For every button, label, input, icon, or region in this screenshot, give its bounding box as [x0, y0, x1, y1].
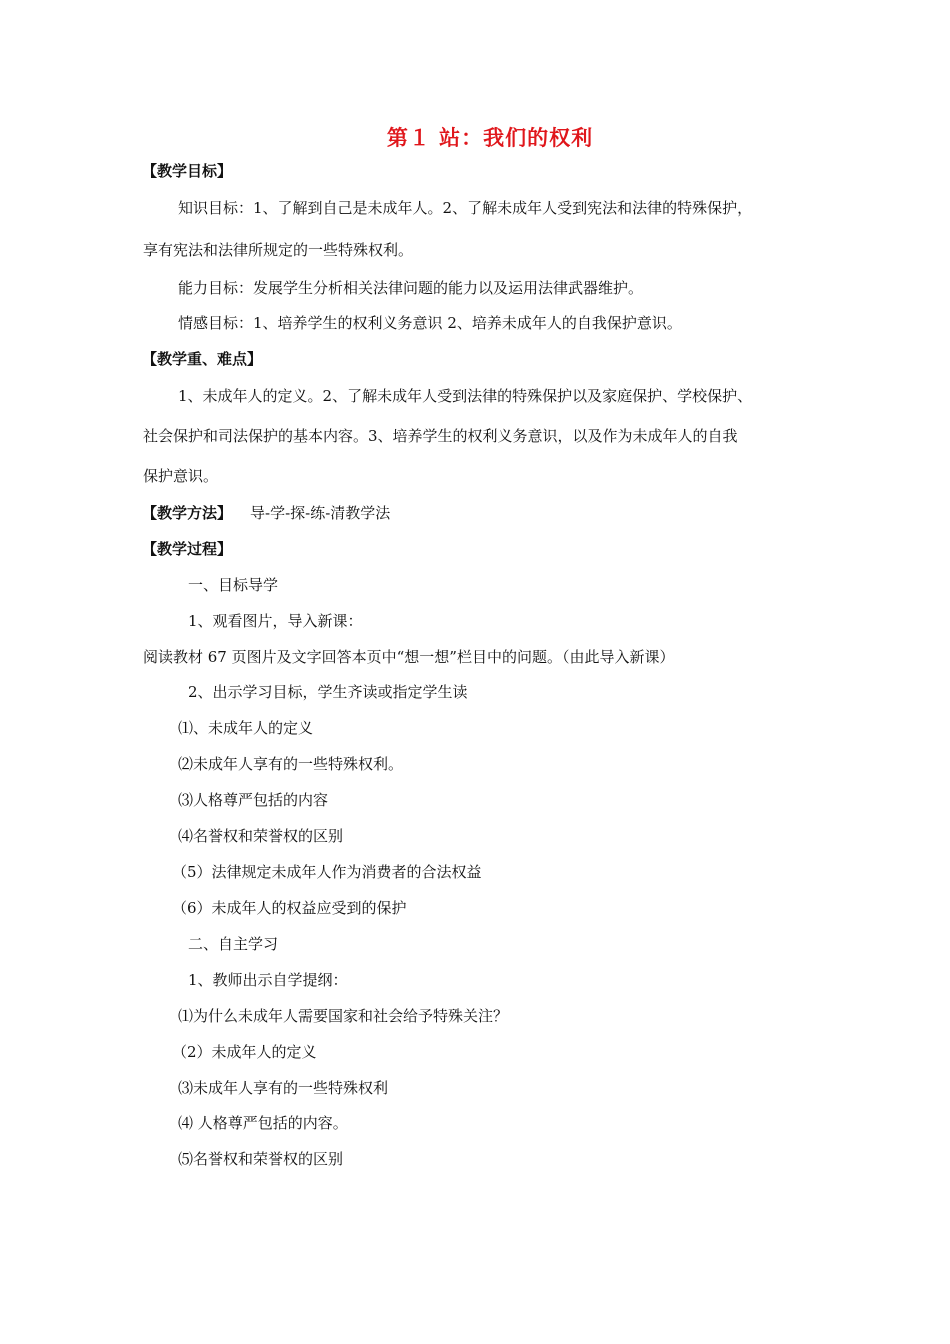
objectives-line: 知识目标：1、了解到自己是未成年人。2、了解未成年人受到宪法和法律的特殊保护，: [178, 199, 753, 217]
objectives-heading: 【教学目标】: [142, 162, 233, 180]
process-line: 2、出示学习目标，学生齐读或指定学生读: [188, 683, 468, 701]
process-line: （6）未成年人的权益应受到的保护: [172, 899, 407, 917]
objectives-line: 能力目标：发展学生分析相关法律问题的能力以及运用法律武器维护。: [178, 279, 644, 297]
process-line: 1、教师出示自学提纲：: [188, 971, 348, 989]
process-line: ⑷名誉权和荣誉权的区别: [178, 827, 344, 845]
process-line: ⑴为什么未成年人需要国家和社会给予特殊关注？: [178, 1007, 509, 1025]
process-line: ⑵未成年人享有的一些特殊权利。: [178, 755, 404, 773]
method-heading: 【教学方法】: [142, 504, 233, 522]
method-row: [142, 503, 390, 523]
process-line: 一、目标导学: [188, 576, 279, 594]
process-line: ⑶人格尊严包括的内容: [178, 791, 329, 809]
page-title: 第１ 站：我们的权利: [386, 126, 594, 150]
objectives-line: 享有宪法和法律所规定的一些特殊权利。: [143, 241, 414, 259]
process-line: （5）法律规定未成年人作为消费者的合法权益: [172, 863, 482, 881]
process-line: ⑴、未成年人的定义: [178, 719, 314, 737]
process-heading: 【教学过程】: [142, 540, 233, 558]
method-value: 导-学-探-练-清教学法: [250, 504, 391, 522]
process-line: 1、观看图片，导入新课：: [188, 612, 363, 630]
process-line: 二、自主学习: [188, 935, 279, 953]
key-points-heading: 【教学重、难点】: [142, 350, 263, 368]
process-line: ⑷ 人格尊严包括的内容。: [178, 1114, 348, 1132]
process-line: ⑶未成年人享有的一些特殊权利: [178, 1079, 389, 1097]
process-line: ⑸名誉权和荣誉权的区别: [178, 1150, 344, 1168]
key-points-line: 1、未成年人的定义。2、了解未成年人受到法律的特殊保护以及家庭保护、学校保护、: [178, 387, 753, 405]
process-line: 阅读教材 67 页图片及文字回答本页中“想一想”栏目中的问题。（由此导入新课）: [143, 648, 675, 666]
objectives-line: 情感目标：1、培养学生的权利义务意识 2、培养未成年人的自我保护意识。: [178, 314, 682, 332]
key-points-line: 社会保护和司法保护的基本内容。3、培养学生的权利义务意识，以及作为未成年人的自我: [143, 427, 738, 445]
key-points-line: 保护意识。: [143, 467, 219, 485]
process-line: （2）未成年人的定义: [172, 1043, 317, 1061]
